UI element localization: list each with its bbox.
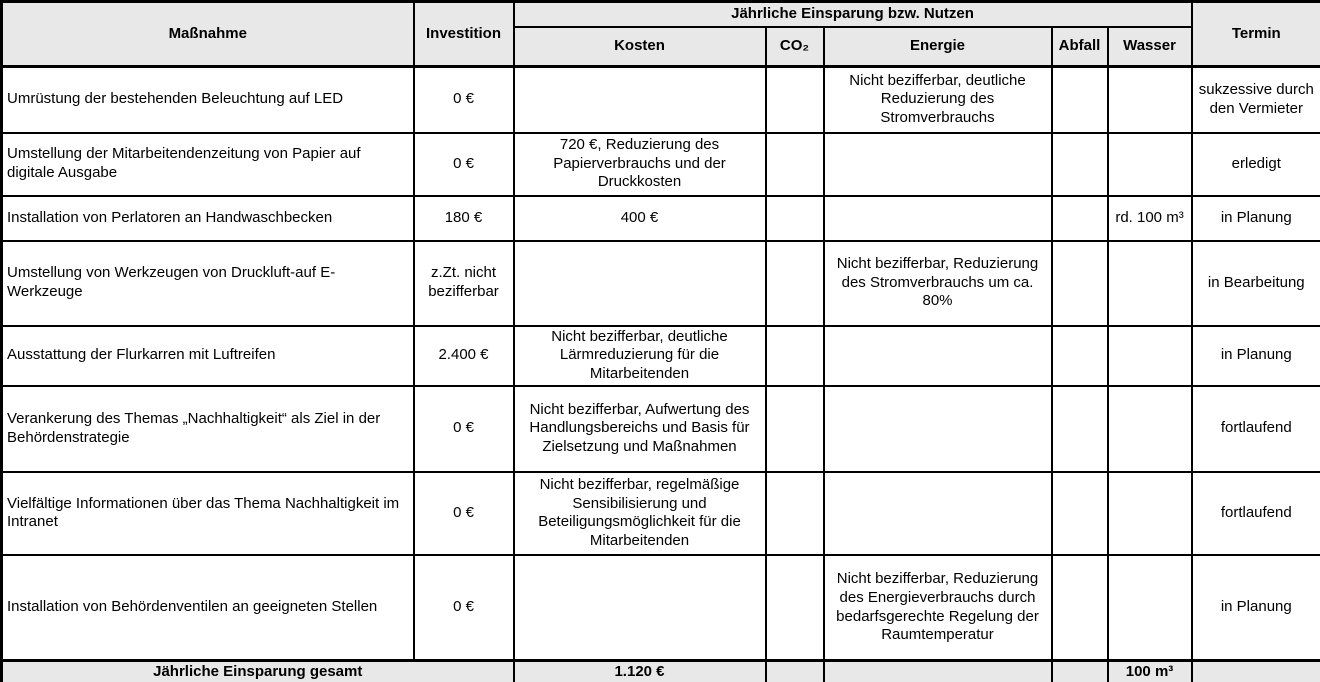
cell-wasser bbox=[1108, 555, 1192, 661]
table-footer bbox=[2, 661, 1320, 682]
table-row bbox=[2, 386, 1320, 472]
summary-abfall bbox=[1052, 661, 1108, 682]
summary-kosten: 1.120 € bbox=[514, 661, 766, 682]
cell-energie bbox=[824, 386, 1052, 472]
cell-wasser bbox=[1108, 472, 1192, 555]
cell-kosten bbox=[514, 67, 766, 133]
table-header bbox=[2, 2, 1320, 67]
cell-energie: Nicht bezifferbar, Reduzierung des Energieverbrauchs durch bedarfsgerechte Regelung der Raumtemperatur bbox=[824, 555, 1052, 661]
cell-termin: fortlaufend bbox=[1192, 386, 1320, 472]
cell-kosten bbox=[514, 555, 766, 661]
col-header-termin: Termin bbox=[1192, 2, 1320, 67]
cell-wasser bbox=[1108, 67, 1192, 133]
cell-massnahme: Installation von Perlatoren an Handwaschbecken bbox=[2, 196, 414, 241]
summary-wasser: 100 m³ bbox=[1108, 661, 1192, 682]
cell-termin: fortlaufend bbox=[1192, 472, 1320, 555]
cell-wasser bbox=[1108, 326, 1192, 386]
cell-abfall bbox=[1052, 555, 1108, 661]
cell-massnahme: Umstellung der Mitarbeitendenzeitung von Papier auf digitale Ausgabe bbox=[2, 133, 414, 196]
summary-energie bbox=[824, 661, 1052, 682]
cell-massnahme: Vielfältige Informationen über das Thema Nachhaltigkeit im Intranet bbox=[2, 472, 414, 555]
cell-kosten: 720 €, Reduzierung des Papierverbrauchs und der Druckkosten bbox=[514, 133, 766, 196]
cell-termin: sukzessive durch den Vermieter bbox=[1192, 67, 1320, 133]
cell-kosten bbox=[514, 241, 766, 326]
cell-wasser: rd. 100 m³ bbox=[1108, 196, 1192, 241]
cell-co2 bbox=[766, 326, 824, 386]
cell-investition: 0 € bbox=[414, 67, 514, 133]
cell-kosten: Nicht bezifferbar, deutliche Lärmreduzierung für die Mitarbeitenden bbox=[514, 326, 766, 386]
table-row bbox=[2, 67, 1320, 133]
cell-co2 bbox=[766, 386, 824, 472]
cell-abfall bbox=[1052, 386, 1108, 472]
cell-termin: in Bearbeitung bbox=[1192, 241, 1320, 326]
cell-investition: 0 € bbox=[414, 472, 514, 555]
cell-co2 bbox=[766, 196, 824, 241]
cell-co2 bbox=[766, 67, 824, 133]
cell-investition: 180 € bbox=[414, 196, 514, 241]
cell-abfall bbox=[1052, 67, 1108, 133]
cell-kosten: Nicht bezifferbar, regelmäßige Sensibilisierung und Beteiligungsmöglichkeit für die Mitarbeitenden bbox=[514, 472, 766, 555]
cell-abfall bbox=[1052, 472, 1108, 555]
cell-co2 bbox=[766, 133, 824, 196]
col-header-abfall: Abfall bbox=[1052, 27, 1108, 67]
table-row bbox=[2, 472, 1320, 555]
cell-termin: in Planung bbox=[1192, 326, 1320, 386]
cell-investition: 2.400 € bbox=[414, 326, 514, 386]
table-body bbox=[2, 67, 1320, 661]
cell-kosten: Nicht bezifferbar, Aufwertung des Handlungsbereichs und Basis für Zielsetzung und Maßnahmen bbox=[514, 386, 766, 472]
cell-energie: Nicht bezifferbar, deutliche Reduzierung des Stromverbrauchs bbox=[824, 67, 1052, 133]
col-header-kosten: Kosten bbox=[514, 27, 766, 67]
col-header-wasser: Wasser bbox=[1108, 27, 1192, 67]
cell-termin: in Planung bbox=[1192, 196, 1320, 241]
cell-co2 bbox=[766, 472, 824, 555]
cell-termin: in Planung bbox=[1192, 555, 1320, 661]
col-header-energie: Energie bbox=[824, 27, 1052, 67]
cell-energie bbox=[824, 326, 1052, 386]
col-header-massnahme: Maßnahme bbox=[2, 2, 414, 67]
table-row bbox=[2, 133, 1320, 196]
table-row bbox=[2, 555, 1320, 661]
col-header-co2: CO₂ bbox=[766, 27, 824, 67]
cell-energie: Nicht bezifferbar, Reduzierung des Stromverbrauchs um ca. 80% bbox=[824, 241, 1052, 326]
cell-energie bbox=[824, 133, 1052, 196]
cell-massnahme: Umrüstung der bestehenden Beleuchtung auf LED bbox=[2, 67, 414, 133]
cell-massnahme: Verankerung des Themas „Nachhaltigkeit“ als Ziel in der Behördenstrategie bbox=[2, 386, 414, 472]
cell-massnahme: Ausstattung der Flurkarren mit Luftreifen bbox=[2, 326, 414, 386]
col-header-group-einsparung: Jährliche Einsparung bzw. Nutzen bbox=[514, 2, 1192, 27]
summary-termin bbox=[1192, 661, 1320, 682]
summary-label: Jährliche Einsparung gesamt bbox=[2, 661, 514, 682]
cell-energie bbox=[824, 472, 1052, 555]
cell-co2 bbox=[766, 555, 824, 661]
cell-abfall bbox=[1052, 196, 1108, 241]
cell-investition: 0 € bbox=[414, 133, 514, 196]
table-row bbox=[2, 326, 1320, 386]
cell-abfall bbox=[1052, 133, 1108, 196]
cell-wasser bbox=[1108, 386, 1192, 472]
table-row bbox=[2, 241, 1320, 326]
cell-massnahme: Umstellung von Werkzeugen von Druckluft-auf E-Werkzeuge bbox=[2, 241, 414, 326]
cell-investition: 0 € bbox=[414, 555, 514, 661]
cell-wasser bbox=[1108, 133, 1192, 196]
summary-row bbox=[2, 661, 1320, 682]
cell-wasser bbox=[1108, 241, 1192, 326]
cell-investition: 0 € bbox=[414, 386, 514, 472]
cell-energie bbox=[824, 196, 1052, 241]
cell-co2 bbox=[766, 241, 824, 326]
cell-abfall bbox=[1052, 326, 1108, 386]
summary-co2 bbox=[766, 661, 824, 682]
cell-massnahme: Installation von Behördenventilen an geeigneten Stellen bbox=[2, 555, 414, 661]
cell-abfall bbox=[1052, 241, 1108, 326]
cell-investition: z.Zt. nicht bezifferbar bbox=[414, 241, 514, 326]
cell-termin: erledigt bbox=[1192, 133, 1320, 196]
cell-kosten: 400 € bbox=[514, 196, 766, 241]
col-header-investition: Investition bbox=[414, 2, 514, 67]
table-row bbox=[2, 196, 1320, 241]
